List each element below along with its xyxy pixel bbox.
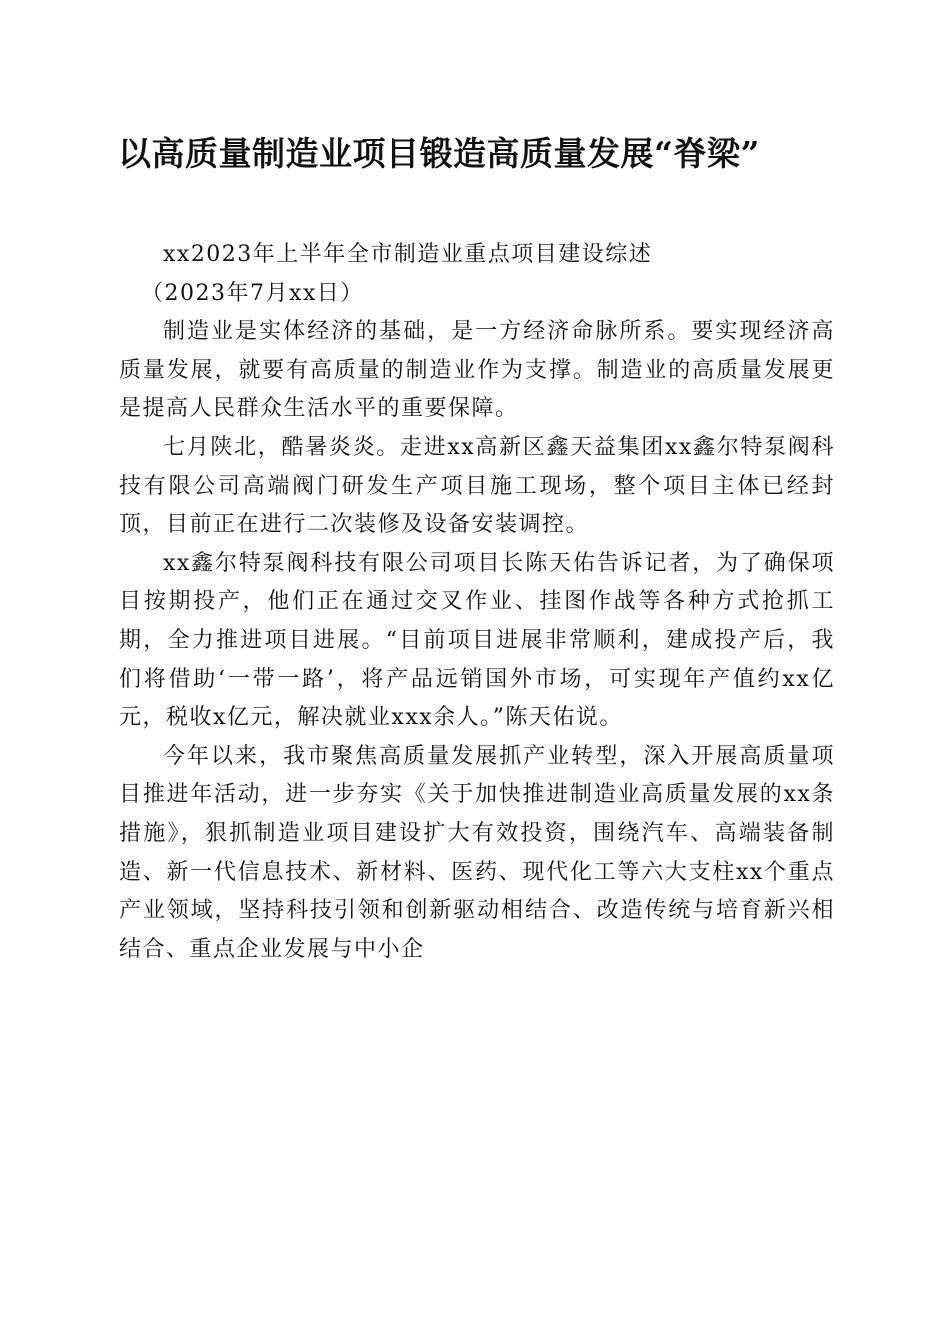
document-title: 以高质量制造业项目锻造高质量发展“脊梁” (118, 134, 760, 173)
document-dateline: （2023年7月xx日） (141, 280, 364, 306)
paragraph: xx鑫尔特泵阀科技有限公司项目长陈天佑告诉记者，为了确保项目按期投产，他们正在通过交叉作业、挂图作战等各种方式抢抓工期，全力推进项目进展。“目前项目进展非常顺利，建成投产后，我们将借助‘一带一路’，将产品远销国外市场，可实现年产值约xx亿元，税收x亿元，解决就业xxx余人。”陈天佑说。 (119, 550, 835, 731)
paragraph: 制造业是实体经济的基础，是一方经济命脉所系。要实现经济高质量发展，就要有高质量的制造业作为支撑。制造业的高质量发展更是提高人民群众生活水平的重要保障。 (119, 319, 835, 422)
document-subtitle: xx2023年上半年全市制造业重点项目建设综述 (163, 242, 653, 267)
paragraph: 今年以来，我市聚焦高质量发展抓产业转型，深入开展高质量项目推进年活动，进一步夯实《关于加快推进制造业高质量发展的xx条措施》，狠抓制造业项目建设扩大有效投资，围绕汽车、高端装备制造、新一代信息技术、新材料、医药、现代化工等六大支柱xx个重点产业领域，坚持科技引领和创新驱动相结合、改造传统与培育新兴相结合、重点企业发展与中小企 (119, 743, 835, 962)
paragraph: 七月陕北，酷暑炎炎。走进xx高新区鑫天益集团xx鑫尔特泵阀科技有限公司高端阀门研发生产项目施工现场，整个项目主体已经封顶，目前正在进行二次装修及设备安装调控。 (119, 434, 835, 538)
document-body (119, 236, 835, 969)
